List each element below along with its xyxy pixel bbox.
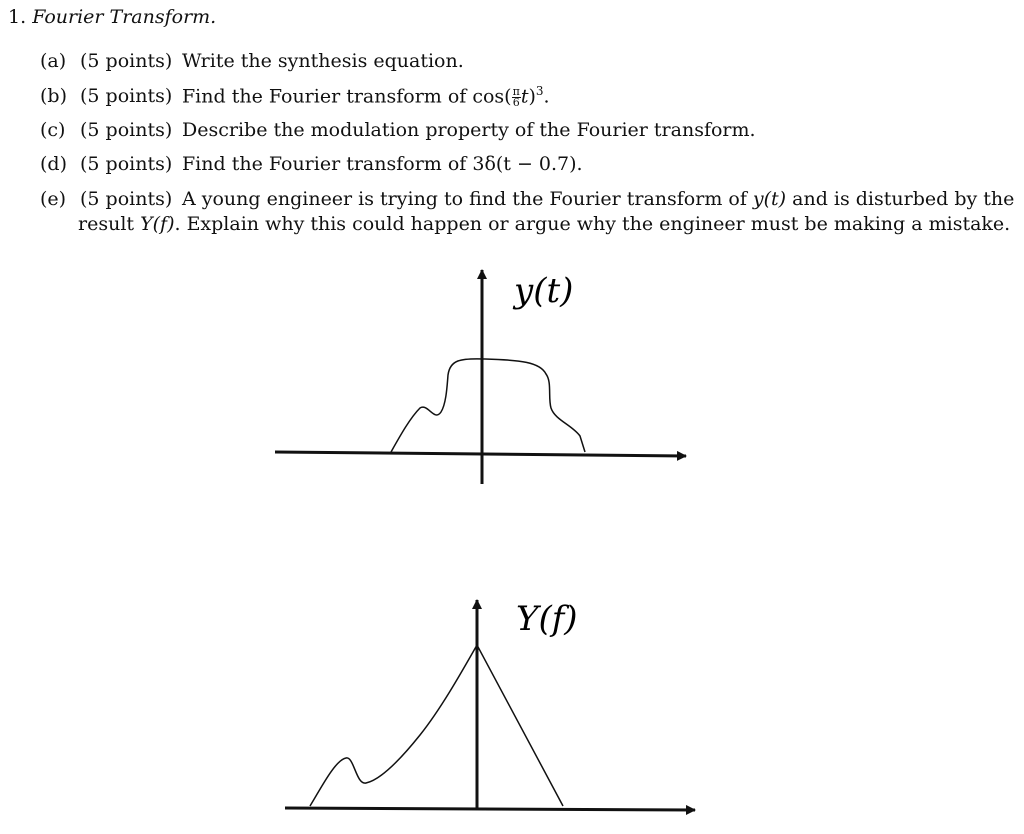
part-e-continuation: result Y(f). Explain why this could happen or argue why the engineer must be making a mistake. xyxy=(78,213,1011,235)
part-text: Find the Fourier transform of 3δ(t − 0.7). xyxy=(182,153,583,175)
part-label: (c) xyxy=(40,119,66,141)
part-points: (5 points) xyxy=(80,50,173,72)
y-t-label: y(t) xyxy=(514,271,574,311)
problem-number: 1. xyxy=(8,6,27,28)
part-points: (5 points) xyxy=(80,85,173,108)
Y-f-curve xyxy=(310,645,563,806)
frequency-domain-plot xyxy=(285,599,695,810)
signal-Y-f: Y(f) xyxy=(140,213,175,235)
part-label: (d) xyxy=(40,153,67,175)
time-variable: t xyxy=(520,85,529,108)
part-b: (b) (5 points) Find the Fourier transform of cos( $\frac{\pi}{6}$ t)$^3$. xyxy=(40,84,550,109)
part-label: (b) xyxy=(40,85,67,108)
signal-y-t: y(t) xyxy=(752,188,787,210)
time-domain-plot xyxy=(275,270,686,484)
part-label: (a) xyxy=(40,50,67,72)
part-text: Find the Fourier transform of cos( xyxy=(182,85,512,108)
part-label: (e) xyxy=(40,188,67,210)
y-t-curve xyxy=(391,359,585,452)
part-points: (5 points) xyxy=(80,119,173,141)
part-points: (5 points) xyxy=(80,188,173,210)
part-text: Describe the modulation property of the Fourier transform. xyxy=(182,119,756,141)
part-text: Write the synthesis equation. xyxy=(182,50,464,72)
pi-over-six-fraction: $\frac{\pi}{6}$ xyxy=(512,84,520,109)
f-axis xyxy=(285,808,695,810)
part-e: (e) (5 points) A young engineer is trying to find the Fourier transform of y(t) and is disturbed by the xyxy=(40,188,1015,210)
problem-title: Fourier Transform. xyxy=(32,6,217,28)
part-points: (5 points) xyxy=(80,153,173,175)
Y-f-label: Y(f) xyxy=(516,599,578,639)
exponent: 3 xyxy=(535,84,544,98)
